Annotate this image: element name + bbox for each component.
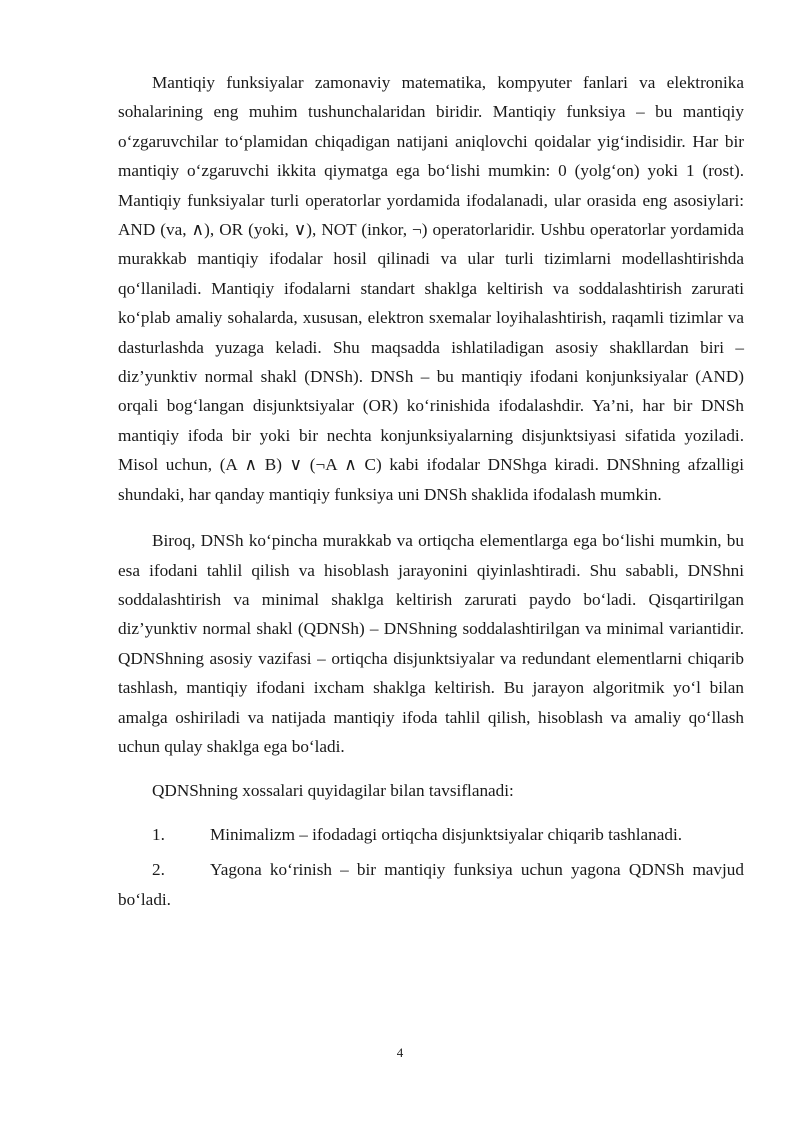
list-item-number: 1.	[152, 824, 165, 844]
page-body	[118, 68, 744, 920]
paragraph-qdnsh: Biroq, DNSh koʻpincha murakkab va ortiqcha elementlarga ega boʻlishi mumkin, bu esa ifodani tahlil qilish va hisoblash jarayonini qiyinlashtiradi. Shu sababli, DNShni soddalashtirish va minimal shaklga keltirish zarurati paydo boʻladi. Qisqartirilgan diz’yunktiv normal shakl (QDNSh) – DNShning soddalashtirilgan va minimal variantidir. QDNShning asosiy vazifasi – ortiqcha disjunktsiyalar va redundant elementlarni chiqarib tashlash, mantiqiy ifodani ixcham shaklga keltirish. Bu jarayon algoritmik yoʻl bilan amalga oshiriladi va natijada mantiqiy ifoda tahlil qilish, hisoblash va amaliy qoʻllash uchun qulay shaklga ega boʻladi.	[118, 531, 744, 756]
list-item-number: 2.	[152, 860, 165, 880]
list-item	[118, 820, 744, 849]
list-item	[118, 855, 744, 914]
page-number: 4	[396, 1045, 404, 1060]
list-item-text: Minimalizm – ifodadagi ortiqcha disjunktsiyalar chiqarib tashlanadi.	[210, 824, 683, 844]
paragraph-intro: Mantiqiy funksiyalar zamonaviy matematika, kompyuter fanlari va elektronika sohalarining eng muhim tushunchalaridan biridir. Mantiqiy funksiya – bu mantiqiy oʻzgaruvchilar toʻplamidan chiqadigan natijani aniqlovchi qoidalar yigʻindisidir. Har bir mantiqiy oʻzgaruvchi ikkita qiymatga ega boʻlishi mumkin: 0 (yolgʻon) yoki 1 (rost). Mantiqiy funksiyalar turli operatorlar yordamida ifodalanadi, ular orasida eng asosiylari: AND (va, ∧), OR (yoki, ∨), NOT (inkor, ¬) operatorlaridir. Ushbu operatorlar yordamida murakkab mantiqiy ifodalar hosil qilinadi va ular turli tizimlarni modellashtirishda qoʻllaniladi. Mantiqiy ifodalarni standart shaklga keltirish va soddalashtirish zarurati koʻplab amaliy sohalarda, xususan, elektron sxemalar loyihalashtirish, raqamli tizimlar va dasturlashda yuzaga keladi. Shu maqsadda ishlatiladigan asosiy shakllardan biri – diz’yunktiv normal shakl (DNSh). DNSh – bu mantiqiy ifodani konjunksiyalar (AND) orqali bogʻlangan disjunktsiyalar (OR) koʻrinishida ifodalashdir. Ya’ni, har bir DNSh mantiqiy ifoda bir yoki bir nechta konjunksiyalarning disjunktsiyasi sifatida yoziladi. Misol uchun, (A ∧ B) ∨ (¬A ∧ C) kabi ifodalar DNShga kiradi. DNShning afzalligi shundaki, har qanday mantiqiy funksiya uni DNSh shaklida ifodalash mumkin.	[118, 73, 744, 504]
list-item-text: Yagona koʻrinish – bir mantiqiy funksiya uchun yagona QDNSh mavjud boʻladi.	[118, 860, 744, 909]
paragraph-properties-intro: QDNShning xossalari quyidagilar bilan tavsiflanadi:	[152, 781, 514, 801]
